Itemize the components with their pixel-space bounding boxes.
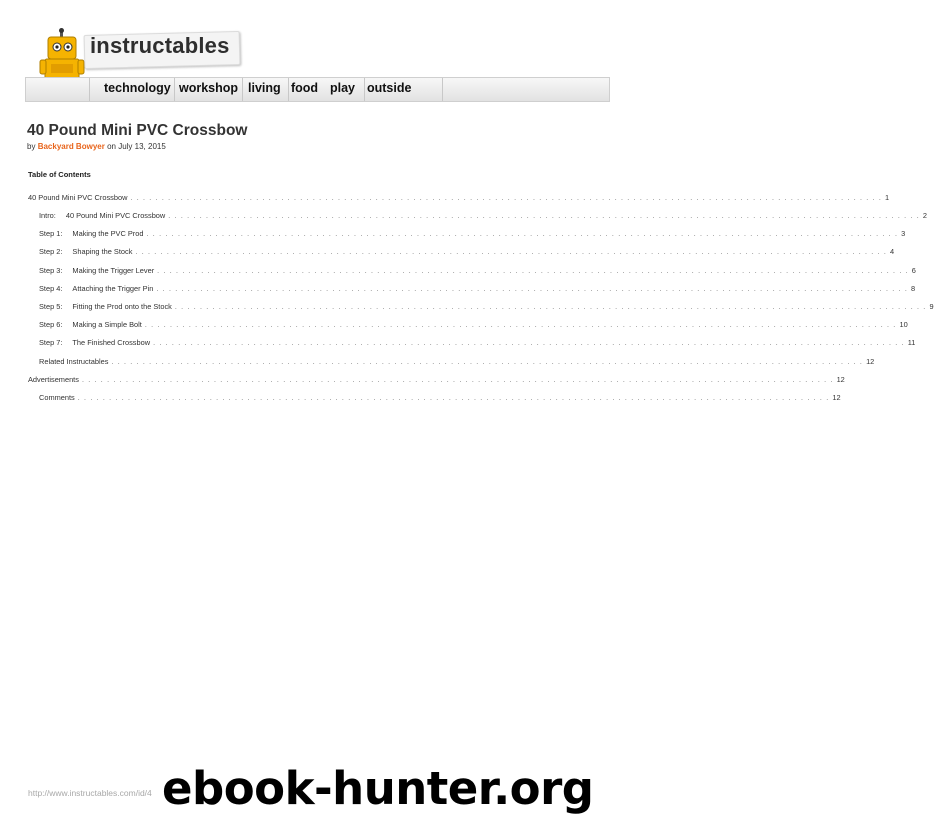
toc-page-number: 4 (890, 247, 895, 256)
toc-entry-label (39, 338, 150, 347)
toc-entry-label (39, 211, 165, 220)
toc-entry[interactable] (39, 299, 934, 311)
toc-entry[interactable] (39, 208, 928, 220)
nav-item-workshop[interactable]: workshop (179, 81, 239, 95)
toc-step-number: Intro: (39, 211, 56, 220)
toc-entry[interactable] (28, 372, 845, 384)
toc-step-number: Step 7: (39, 338, 63, 347)
watermark: ebook-hunter.org (162, 762, 594, 815)
toc-page-number: 9 (929, 302, 934, 311)
site-logo-text[interactable]: instructables (90, 33, 230, 58)
toc-leader-dots: . . . . . . . . . . . . . . . . . . . . . . . . . . . . . . . . . . . . . . . . . . . . . . . . . . . . . . . . . . . . . . . . . . . . . . . . . . . . . . . . . . . . . . . . . . . . . . . . . . . . . . . . . . . . . . . . . . . . . . . . (157, 268, 909, 275)
toc-entry-label (39, 302, 172, 311)
toc-page-number: 12 (866, 357, 875, 366)
toc-entry-title: Making the PVC Prod (72, 229, 144, 238)
toc-step-number: Step 1: (39, 229, 63, 238)
toc-leader-dots: . . . . . . . . . . . . . . . . . . . . . . . . . . . . . . . . . . . . . . . . . . . . . . . . . . . . . . . . . . . . . . . . . . . . . . . . . . . . . . . . . . . . . . . . . . . . . . . . . . . . . . . . . . . . . . . . . . . . . . . . (153, 340, 905, 347)
toc-leader-dots: . . . . . . . . . . . . . . . . . . . . . . . . . . . . . . . . . . . . . . . . . . . . . . . . . . . . . . . . . . . . . . . . . . . . . . . . . . . . . . . . . . . . . . . . . . . . . . . . . . . . . . . . . . . . . . . . . . . . . . . . (81, 377, 834, 384)
toc-page-number: 8 (910, 284, 916, 293)
toc-entry-title: Advertisements (28, 375, 79, 384)
toc-leader-dots: . . . . . . . . . . . . . . . . . . . . . . . . . . . . . . . . . . . . . . . . . . . . . . . . . . . . . . . . . . . . . . . . . . . . . . . . . . . . . . . . . . . . . . . . . . . . . . . . . . . . . . . . . . . . . . . . . . . . . . . . (174, 304, 927, 311)
toc-leader-dots: . . . . . . . . . . . . . . . . . . . . . . . . . . . . . . . . . . . . . . . . . . . . . . . . . . . . . . . . . . . . . . . . . . . . . . . . . . . . . . . . . . . . . . . . . . . . . . . . . . . . . . . . . . . . . . . . . . . . . . . . (111, 359, 864, 366)
author-link[interactable]: Backyard Bowyer (37, 142, 105, 151)
toc-entry-label (39, 320, 142, 329)
toc-entry-label (39, 393, 75, 402)
toc-entry-title: 40 Pound Mini PVC Crossbow (65, 211, 166, 220)
toc-entry[interactable] (39, 390, 841, 402)
toc-leader-dots: . . . . . . . . . . . . . . . . . . . . . . . . . . . . . . . . . . . . . . . . . . . . . . . . . . . . . . . . . . . . . . . . . . . . . . . . . . . . . . . . . . . . . . . . . . . . . . . . . . . . . . . . . . . . . . . . . . . . . . . . (77, 395, 830, 402)
nav-divider (89, 78, 90, 101)
toc-page-number: 6 (911, 266, 916, 275)
toc-leader-dots: . . . . . . . . . . . . . . . . . . . . . . . . . . . . . . . . . . . . . . . . . . . . . . . . . . . . . . . . . . . . . . . . . . . . . . . . . . . . . . . . . . . . . . . . . . . . . . . . . . . . . . . . . . . . . . . . . . . . . . . . (135, 249, 888, 256)
byline-prefix: by (27, 142, 36, 151)
toc-entry-title: The Finished Crossbow (72, 338, 151, 347)
toc-entry-title: Shaping the Stock (72, 247, 133, 256)
toc-leader-dots: . . . . . . . . . . . . . . . . . . . . . . . . . . . . . . . . . . . . . . . . . . . . . . . . . . . . . . . . . . . . . . . . . . . . . . . . . . . . . . . . . . . . . . . . . . . . . . . . . . . . . . . . . . . . . . . . . . . . . . . . (130, 195, 883, 202)
byline (27, 142, 166, 151)
toc-entry[interactable] (39, 281, 916, 293)
category-nav (25, 77, 610, 102)
toc-entry[interactable] (39, 354, 875, 366)
toc-page-number: 12 (836, 375, 845, 384)
toc-page-number: 11 (907, 338, 916, 347)
nav-divider (364, 78, 365, 101)
nav-item-play[interactable]: play (330, 81, 356, 95)
nav-item-technology[interactable]: technology (104, 81, 171, 95)
toc-entry-title: Fitting the Prod onto the Stock (72, 302, 172, 311)
nav-divider (174, 78, 175, 101)
footer-url[interactable]: http://www.instructables.com/id/4 (28, 788, 152, 798)
nav-divider (288, 78, 289, 101)
nav-item-food[interactable]: food (291, 81, 319, 95)
toc-entry-label (39, 229, 144, 238)
toc-entry-title: Attaching the Trigger Pin (72, 284, 154, 293)
nav-divider (442, 78, 443, 101)
toc-step-number: Step 4: (39, 284, 63, 293)
toc-entry-label (28, 375, 79, 384)
toc-entry-label (39, 284, 153, 293)
toc-entry-title: Related Instructables (39, 357, 109, 366)
toc-entry-label (39, 247, 132, 256)
toc-entry-title: Making a Simple Bolt (72, 320, 142, 329)
toc-step-number: Step 3: (39, 266, 63, 275)
nav-item-living[interactable]: living (248, 81, 281, 95)
toc-page-number: 3 (901, 229, 906, 238)
nav-item-outside[interactable]: outside (367, 81, 412, 95)
toc-page-number: 12 (832, 393, 841, 402)
toc-entry-title: Making the Trigger Lever (72, 266, 155, 275)
toc-leader-dots: . . . . . . . . . . . . . . . . . . . . . . . . . . . . . . . . . . . . . . . . . . . . . . . . . . . . . . . . . . . . . . . . . . . . . . . . . . . . . . . . . . . . . . . . . . . . . . . . . . . . . . . . . . . . . . . . . . . . . . . . (156, 286, 908, 293)
toc-entry-title: Comments (39, 393, 75, 402)
toc-step-number: Step 5: (39, 302, 63, 311)
toc-page-number: 2 (922, 211, 928, 220)
toc-page-number: 1 (885, 193, 890, 202)
toc-heading: Table of Contents (28, 170, 91, 179)
toc-entry[interactable] (39, 244, 895, 256)
toc-entry[interactable] (39, 263, 916, 275)
toc-entry[interactable] (28, 190, 890, 202)
page-title: 40 Pound Mini PVC Crossbow (27, 122, 248, 139)
toc-entry-title: 40 Pound Mini PVC Crossbow (28, 193, 128, 202)
toc-leader-dots: . . . . . . . . . . . . . . . . . . . . . . . . . . . . . . . . . . . . . . . . . . . . . . . . . . . . . . . . . . . . . . . . . . . . . . . . . . . . . . . . . . . . . . . . . . . . . . . . . . . . . . . . . . . . . . . . . . . . . . . . (144, 322, 897, 329)
toc-entry[interactable] (39, 317, 908, 329)
toc-step-number: Step 2: (39, 247, 63, 256)
toc-step-number: Step 6: (39, 320, 63, 329)
nav-divider (242, 78, 243, 101)
toc-entry-label (39, 266, 154, 275)
publish-date: on July 13, 2015 (107, 142, 166, 151)
toc-page-number: 10 (899, 320, 908, 329)
toc-leader-dots: . . . . . . . . . . . . . . . . . . . . . . . . . . . . . . . . . . . . . . . . . . . . . . . . . . . . . . . . . . . . . . . . . . . . . . . . . . . . . . . . . . . . . . . . . . . . . . . . . . . . . . . . . . . . . . . . . . . . . . . . (168, 213, 920, 220)
toc-entry[interactable] (39, 335, 916, 347)
toc-leader-dots: . . . . . . . . . . . . . . . . . . . . . . . . . . . . . . . . . . . . . . . . . . . . . . . . . . . . . . . . . . . . . . . . . . . . . . . . . . . . . . . . . . . . . . . . . . . . . . . . . . . . . . . . . . . . . . . . . . . . . . . . (146, 231, 899, 238)
toc-entry-label (28, 193, 127, 202)
toc-entry-label (39, 357, 108, 366)
toc-entry[interactable] (39, 226, 906, 238)
